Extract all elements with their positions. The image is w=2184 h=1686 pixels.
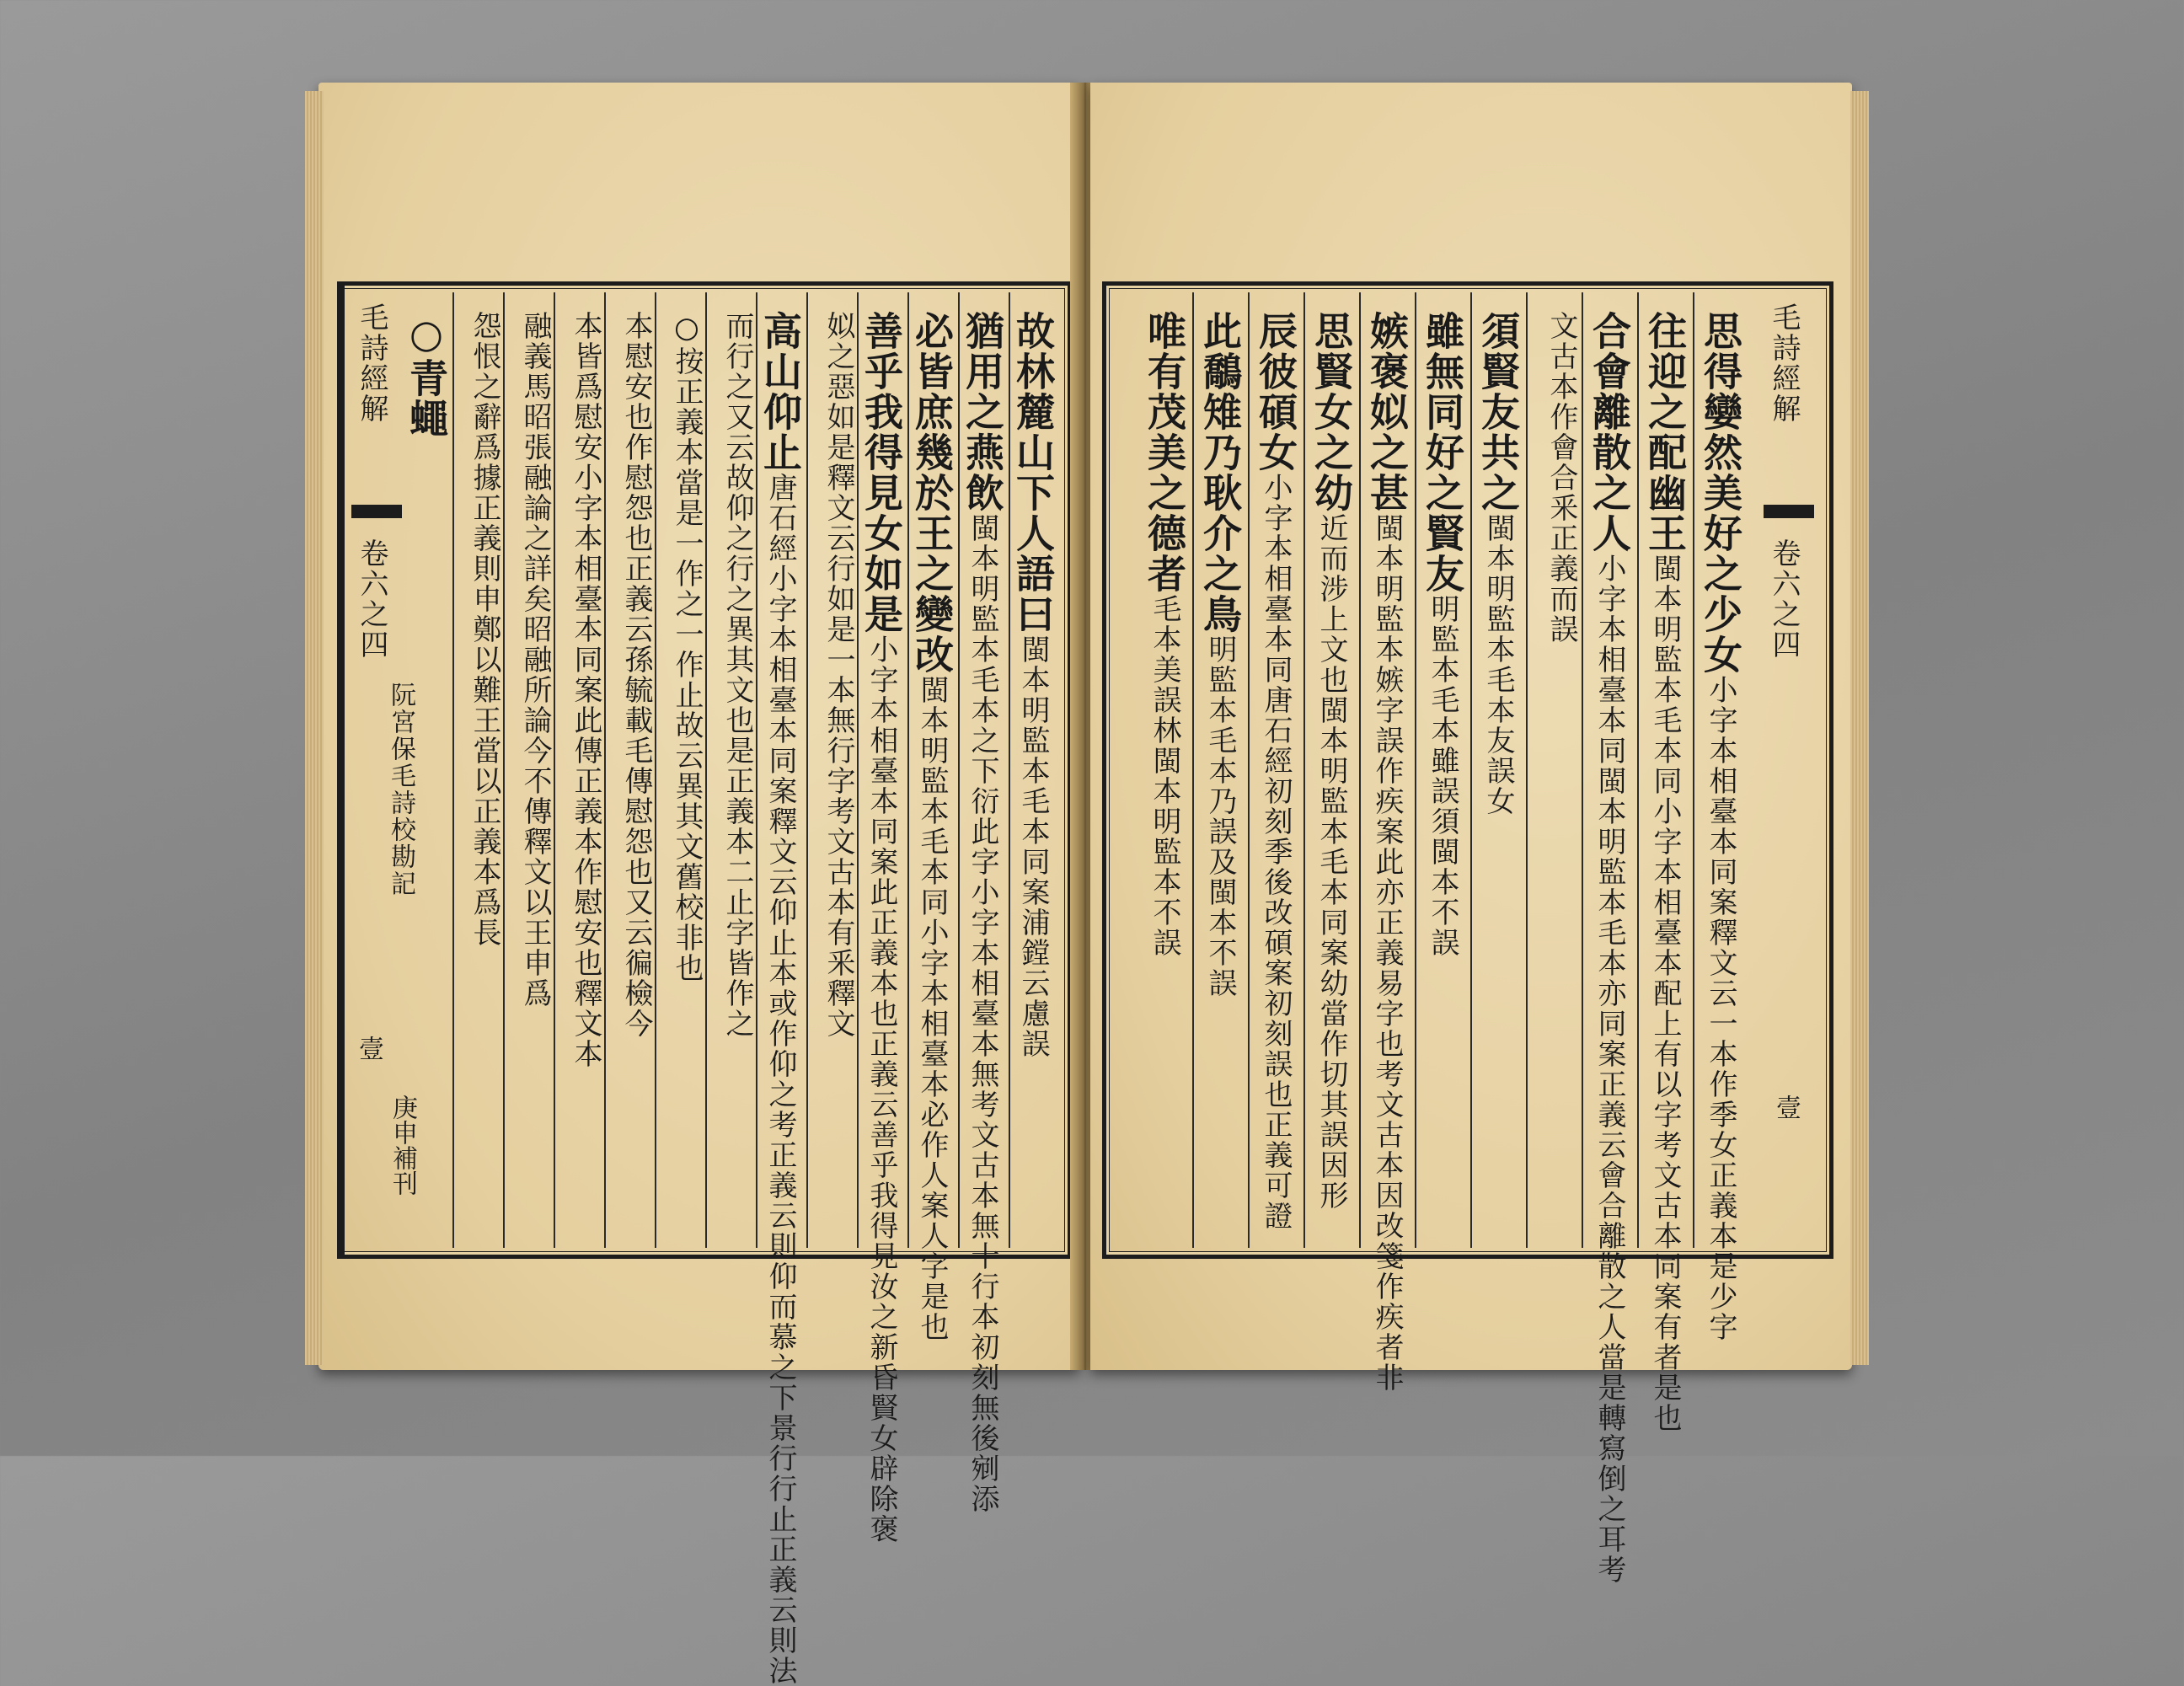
text-column [1307, 311, 1356, 1238]
commentary-text: 近而涉上文也閩本明監本毛本同案幼當作切其誤因形 [1314, 513, 1348, 1211]
text-column [822, 311, 855, 1238]
main-text: 必皆庶幾於王之變改 [909, 311, 955, 675]
commentary-text: 而行之又云故仰之行之異其文也是正義本二止字皆作之 [720, 311, 754, 1039]
text-column [1009, 311, 1057, 1238]
commentary-text: 閩本明監本毛本之下衍此字小字本相臺本無考文古本無十行本初刻無後剜添 [966, 513, 999, 1514]
text-column [1418, 311, 1467, 1238]
text-column [907, 311, 956, 1342]
left-banxin-folio: 壹 [354, 1036, 383, 1061]
column-rule [503, 292, 505, 1248]
commentary-text: 小字本相臺本同案釋文云一本作季女正義本是少字 [1704, 675, 1737, 1342]
commentary-text: 本皆爲慰安小字本相臺本同案此傳正義本作慰安也釋文本 [569, 311, 602, 1069]
column-rule [452, 292, 454, 1248]
main-text: 須賢友共之 [1475, 311, 1521, 513]
commentary-text: 怨恨之辭爲據正義則申鄭以難王當以正義本爲長 [468, 311, 501, 948]
right-banxin-folio: 壹 [1771, 1095, 1801, 1120]
left-page-edge [305, 91, 324, 1365]
column-rule [1582, 292, 1583, 1248]
text-column [857, 311, 906, 1544]
column-rule [1415, 292, 1416, 1248]
column-rule [907, 292, 909, 1248]
main-text: 合會離散之人 [1587, 311, 1632, 554]
commentary-text: 本慰安也作慰怨也正義云孫毓載毛傳慰怨也又云徧檢今 [619, 311, 653, 1039]
text-column [1585, 311, 1634, 1585]
right-page-edge [1850, 91, 1869, 1365]
commentary-text: 毛本美誤林閩本明監本不誤 [1148, 594, 1181, 958]
main-text: 辰彼碩女 [1253, 311, 1298, 473]
text-column [619, 311, 653, 1238]
main-text: 唯有茂美之德者 [1142, 311, 1187, 594]
column-rule [1009, 292, 1010, 1248]
right-fishtail-mark [1764, 505, 1814, 518]
left-text-frame [337, 281, 1072, 1686]
column-rule [604, 292, 606, 1248]
commentary-text: 明監本毛本乃誤及閩本不誤 [1203, 634, 1237, 998]
left-banxin-juan: 卷六之四 [355, 538, 388, 660]
column-rule [806, 292, 808, 1248]
right-banxin-juan: 卷六之四 [1767, 538, 1801, 660]
main-text: 善乎我得見女如是 [859, 311, 904, 634]
left-banxin-credit: 阮宮保毛詩校勘記 [386, 682, 415, 897]
commentary-text: 融義馬昭張融論之詳矣昭融所論今不傳釋文以王申爲 [518, 311, 552, 1009]
column-rule [1248, 292, 1250, 1248]
commentary-text: 明監本毛本雖誤須閩本不誤 [1426, 594, 1459, 958]
text-column [720, 311, 754, 1238]
commentary-text: 閩本明監本嫉字誤作疾案此亦正義易字也考文古本因改箋作疾者非 [1370, 513, 1404, 1393]
column-rule [655, 292, 656, 1248]
column-rule [1637, 292, 1639, 1248]
text-column [518, 311, 552, 1238]
commentary-text: 小字本相臺本同案此正義本也正義云善乎我得見汝之新昏賢女辟除褒 [864, 634, 898, 1544]
commentary-text: 文古本作會合釆正義而誤 [1544, 311, 1578, 645]
left-page [318, 83, 1080, 1686]
left-banxin [341, 286, 417, 1255]
commentary-text: 閩本明監本毛本同小字本相臺本配上有以字考文古本同案有者是也 [1648, 554, 1682, 1433]
text-column [468, 311, 501, 1238]
column-rule [1192, 292, 1194, 1248]
main-text: 故林麓山下人語曰 [1010, 311, 1056, 634]
open-book [318, 83, 1852, 1686]
right-page [1090, 83, 1852, 1585]
column-rule [1470, 292, 1472, 1248]
text-column [670, 311, 704, 1238]
column-rule [1359, 292, 1361, 1248]
main-text: 思得孌然美好之少女 [1698, 311, 1743, 675]
text-column [1474, 311, 1523, 1238]
text-column [1696, 311, 1745, 1342]
column-rule [756, 292, 757, 1248]
column-rule [554, 292, 555, 1248]
text-column [1544, 311, 1578, 1238]
commentary-text: 閩本明監本毛本友誤女 [1481, 513, 1515, 816]
commentary-text: 小字本相臺本同唐石經初刻季後改碩案初刻誤也正義可證 [1259, 473, 1293, 1231]
right-banxin [1757, 286, 1829, 1255]
main-text: 雖無同好之賢友 [1420, 311, 1465, 594]
text-column [569, 311, 602, 1238]
column-rule [705, 292, 707, 1248]
main-text: 猶用之燕飲 [960, 311, 1005, 513]
commentary-text: 閩本明監本毛本同小字本相臺本必作人案人字是也 [915, 675, 949, 1342]
column-rule [1693, 292, 1694, 1248]
column-rule [857, 292, 859, 1248]
left-banxin-title: 毛詩經解 [355, 302, 388, 424]
left-fishtail-mark [351, 505, 402, 518]
text-column [1251, 311, 1300, 1238]
commentary-text: 唐石經小字本相臺本同案釋文云仰止本或作仰之考正義云則仰而慕之下景行行止正義云則法 [763, 473, 797, 1686]
commentary-text: ○按正義本當是一作之一作止故云異其文舊校非也 [670, 311, 704, 983]
main-text: 此鷮雉乃耿介之鳥 [1197, 311, 1243, 634]
column-rule [958, 292, 960, 1248]
text-column [958, 311, 1007, 1514]
right-banxin-title: 毛詩經解 [1767, 302, 1801, 424]
column-rule [1303, 292, 1305, 1248]
commentary-text: 小字本相臺本同閩本明監本毛本亦同案正義云會合離散之人當是轉寫倒之耳考 [1592, 554, 1626, 1585]
main-text: 往迎之配幽王 [1642, 311, 1688, 554]
main-text: 嫉褒姒之甚 [1364, 311, 1410, 513]
main-text: 高山仰止 [757, 311, 803, 473]
text-column [756, 311, 805, 1686]
text-column [1196, 311, 1245, 1238]
main-text: ○青蠅 [404, 311, 449, 439]
right-text-frame [1102, 281, 1833, 1585]
commentary-text: 姒之惡如是釋文云行如是一本無行字考文古本有釆釋文 [822, 311, 855, 1039]
main-text: 思賢女之幼 [1309, 311, 1354, 513]
text-column [1362, 311, 1411, 1393]
column-rule [1526, 292, 1528, 1248]
left-banxin-edition: 庚申補刊 [388, 1095, 417, 1196]
text-column [1140, 311, 1189, 1238]
text-column [1641, 311, 1689, 1433]
commentary-text: 閩本明監本毛本同案浦鏜云慮誤 [1016, 634, 1050, 1059]
